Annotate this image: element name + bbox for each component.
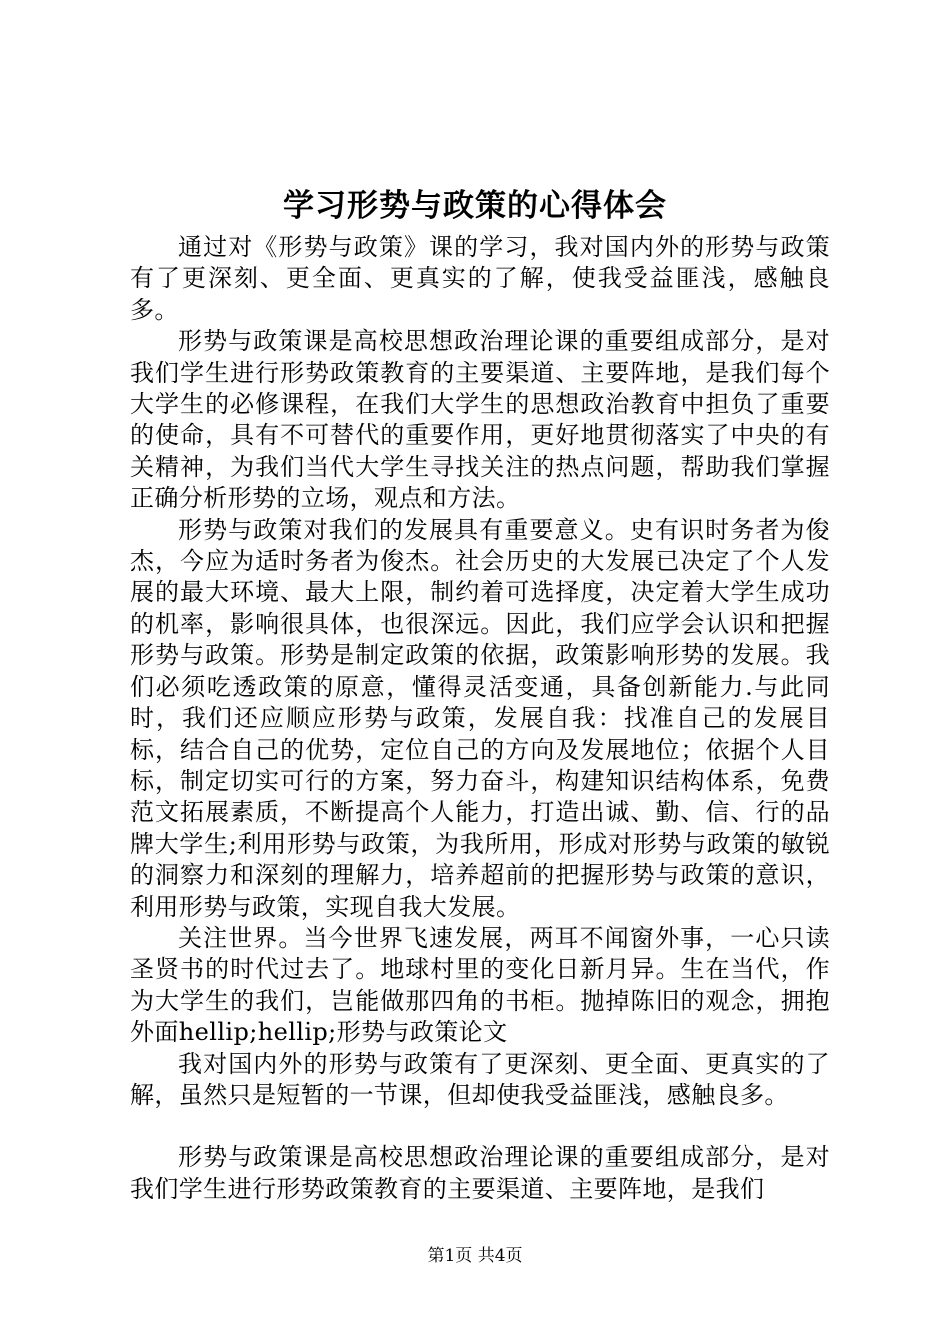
page-number-footer: 第1页 共4页 — [427, 1246, 523, 1266]
paragraph: 形势与政策对我们的发展具有重要意义。史有识时务者为俊杰，今应为适时务者为俊杰。社会历史的大发展已决定了个人发展的最大环境、最大上限，制约着可选择度，决定着大学生成功的机率，影响很具体，也很深远。因此，我们应学会认识和把握形势与政策。形势是制定政策的依据，政策影响形势的发展。我们必须吃透政策的原意，懂得灵活变通，具备创新能力.与此同时，我们还应顺应形势与政策，发展自我：找准自己的发展目标，结合自己的优势，定位自己的方向及发展地位；依据个人目标，制定切实可行的方案，努力奋斗，构建知识结构体系，免费范文拓展素质，不断提高个人能力，打造出诚、勤、信、行的品牌大学生;利用形势与政策，为我所用，形成对形势与政策的敏锐的洞察力和深刻的理解力，培养超前的把握形势与政策的意识，利用形势与政策，实现自我大发展。 — [130, 515, 830, 921]
document-body — [130, 232, 830, 1205]
paragraph: 形势与政策课是高校思想政治理论课的重要组成部分，是对我们学生进行形势政策教育的主要渠道、主要阵地，是我们 — [130, 1143, 830, 1203]
paragraph: 形势与政策课是高校思想政治理论课的重要组成部分，是对我们学生进行形势政策教育的主要渠道、主要阵地，是我们每个大学生的必修课程，在我们大学生的思想政治教育中担负了重要的使命，具有不可替代的重要作用，更好地贯彻落实了中央的有关精神，为我们当代大学生寻找关注的热点问题，帮助我们掌握正确分析形势的立场，观点和方法。 — [130, 327, 830, 513]
paragraph: 关注世界。当今世界飞速发展，两耳不闻窗外事，一心只读圣贤书的时代过去了。地球村里的变化日新月异。生在当代，作为大学生的我们，岂能做那四角的书柜。抛掉陈旧的观念，拥抱外面hellip;hellip;形势与政策论文 — [130, 923, 830, 1047]
document-title: 学习形势与政策的心得体会 — [283, 188, 667, 224]
paragraph-spacer — [130, 1111, 830, 1142]
paragraph: 我对国内外的形势与政策有了更深刻、更全面、更真实的了解，虽然只是短暂的一节课，但却使我受益匪浅，感触良多。 — [130, 1049, 830, 1109]
paragraph: 通过对《形势与政策》课的学习，我对国内外的形势与政策有了更深刻、更全面、更真实的了解，使我受益匪浅，感触良多。 — [130, 233, 830, 324]
